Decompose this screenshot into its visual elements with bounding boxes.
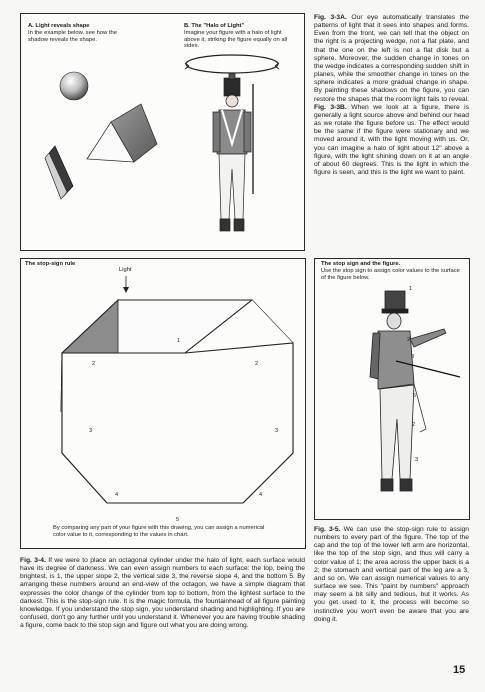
value-number: 4 bbox=[259, 492, 263, 498]
panel-b-title: B. The "Halo of Light" bbox=[184, 23, 245, 29]
light-halo-panel bbox=[20, 13, 305, 251]
panel-a-text: In the example below, see how the shadow reveals the shape. bbox=[28, 30, 117, 43]
value-number: 2 bbox=[412, 422, 416, 428]
value-number: 5 bbox=[176, 517, 180, 523]
fig-3-5-text: Fig. 3-5. We can use the stop-sign rule to assign numbers to every part of the figure. The top of the cap and the top of the lower left arm are horizontal, like the top of the stop sign, and thus will carry a color value of 1; the area across the upper back is a 2; the stomach and vertical part of the leg are a 3, and so on. We can assign numerical values to any surface we see. This "paint by numbers" approach may seem a bit silly and tedious, but it works. As you get used to it, the process will become so instinctive you won't even be aware that you are doing it. bbox=[314, 526, 469, 623]
value-number: 4 bbox=[115, 492, 119, 498]
light-label: Light bbox=[119, 267, 132, 273]
value-number: 2 bbox=[92, 361, 96, 367]
soldier-halo-illustration bbox=[177, 44, 287, 254]
figure-panel-title: The stop sign and the figure. bbox=[321, 261, 401, 267]
panel-a-title: A. Light reveals shape bbox=[28, 23, 90, 29]
value-number: 3 bbox=[415, 457, 419, 463]
value-number: 3 bbox=[275, 428, 279, 434]
shape-illustration bbox=[29, 64, 159, 234]
value-number: 3 bbox=[411, 354, 415, 360]
page-number: 15 bbox=[453, 664, 466, 676]
value-number: 1 bbox=[177, 338, 181, 344]
value-number: 5 bbox=[413, 393, 417, 399]
value-number: 3 bbox=[89, 428, 93, 434]
stop-sign-figure-panel bbox=[314, 258, 470, 520]
figure-panel-text: Use the stop sign to assign color values to the surface of the figure below. bbox=[321, 268, 460, 281]
sphere-shape bbox=[60, 72, 88, 100]
panel-b-text: Imagine your figure with a halo of light above it, striking the figure equally on all sides. bbox=[184, 30, 288, 50]
stop-sign-caption: By comparing any part of your figure with this drawing, you can assign a numerical color value to it, corresponding to the values in chart. bbox=[53, 525, 265, 538]
value-number: 2 bbox=[407, 337, 411, 343]
halo-ring bbox=[186, 55, 278, 73]
soldier-side-illustration bbox=[318, 289, 468, 514]
stop-sign-panel-title: The stop-sign rule bbox=[25, 261, 76, 267]
value-number: 1 bbox=[409, 286, 413, 292]
fig-3-4-text: Fig. 3-4. If we were to place an octagonal cylinder under the halo of light, each surface would have its degree of darkness. We can even assign numbers to each surface: the top, being the brightest, is 1, the upper slope 2, the vertical side 3, the reverse slope 4, and the bottom 5. By arranging these numbers around an end-view of the octagon, we have a simple diagram that expresses the color change of the cylinder from top to bottom, from the lightest surface to the darkest. This is the stop-sign rule. It is the magic formula, the fountainhead of all figure painting knowledge. If you understand the stop sign, you understand shading and highlighting. If you are confused, don't go any further until you understand it. Whenever you are having trouble shading a figure, come back to the stop sign and figure out what you are doing wrong. bbox=[20, 557, 305, 630]
fig-3-3-text: Fig. 3-3A. Our eye automatically translates the patterns of light that it sees into shapes and forms. Even from the front, we can tell that the object on the right is a projecting wedge, not a flat plate, and that the one on the left is not a flat disk but a sphere. Moreover, the sudden change in tones on the wedge indicates a corresponding sudden shift in planes, while the smoother change in tones on the sphere indicates a more gradual change in shape. By painting these shadows on the figure, you can restore the shapes that the room light fails to reveal. Fig. 3-3B. When we look at a figure, there is generally a light source above and behind our head as we rotate the figure before us. The effect would be the same if the figure were stationary and we moved around it, with the light moving with us. Or, you can imagine a halo of light about 12" above a figure, with the light shining down on it at an angle of about 60 degrees. This is the light in which the figure is seen, and this is the light we want to paint. bbox=[314, 14, 470, 176]
octagon-cylinder-diagram bbox=[25, 273, 301, 528]
stop-sign-panel bbox=[20, 258, 306, 549]
value-number: 2 bbox=[255, 361, 259, 367]
soldier-figure bbox=[213, 74, 253, 231]
